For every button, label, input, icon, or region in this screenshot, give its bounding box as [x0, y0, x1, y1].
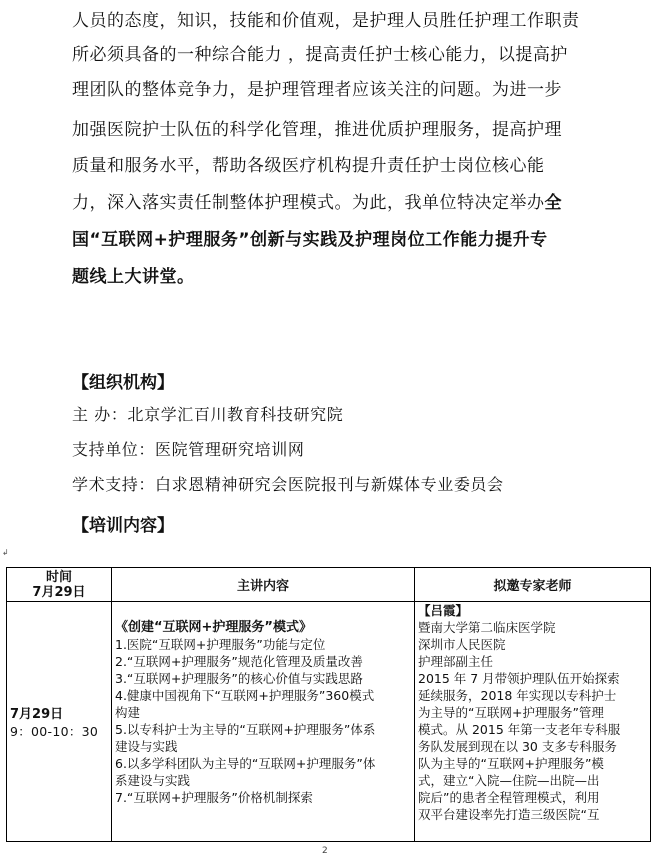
- table-row: [7, 602, 651, 842]
- content-item: 7.“互联网+护理服务”价格机制探索: [115, 790, 313, 805]
- intro-line: 质量和服务水平，帮助各级医疗机构提升责任护士岗位核心能: [72, 156, 545, 176]
- header-time-label: 时间: [45, 569, 72, 585]
- content-item: 1.医院“互联网+护理服务”功能与定位: [115, 637, 326, 652]
- org-section-title: 【组织机构】: [72, 373, 174, 393]
- expert-line: 式，建立“入院—住院—出院—出: [418, 773, 600, 788]
- expert-name: 【吕霞】: [418, 603, 469, 618]
- org-value: 医院管理研究培训网: [155, 440, 305, 459]
- content-item: 系建设与实践: [115, 773, 191, 788]
- content-item: 2.“互联网+护理服务”规范化管理及质量改善: [115, 654, 363, 669]
- intro-line-text: 力，深入落实责任制整体护理模式。为此，我单位特决定举办: [72, 193, 545, 213]
- expert-line: 护理部副主任: [418, 654, 494, 669]
- content-item: 3.“互联网+护理服务”的核心价值与实践思路: [115, 671, 363, 686]
- expert-line: 为主导的“互联网+护理服务”管理: [418, 705, 604, 720]
- content-item: 4.健康中国视角下“互联网+护理服务”360模式: [115, 688, 375, 703]
- expert-line: 双平台建设率先打造三级医院“互: [418, 807, 600, 822]
- expert-line: 深圳市人民医院: [418, 637, 506, 652]
- org-value: 北京学汇百川教育科技研究院: [127, 405, 344, 424]
- org-value: 白求恩精神研究会医院报刊与新媒体专业委员会: [155, 475, 504, 494]
- training-section-title: 【培训内容】: [72, 516, 174, 536]
- org-row-academic: [72, 472, 504, 495]
- org-label: 主 办：: [72, 405, 128, 424]
- expert-line: 2015 年 7 月带领护理队伍开始探索: [418, 671, 620, 686]
- topic-title: 《创建“互联网+护理服务”模式》: [115, 620, 312, 635]
- content-item: 构建: [115, 705, 141, 720]
- content-item: 5.以专科护士为主导的“互联网+护理服务”体系: [115, 722, 376, 737]
- expert-line: 队为主导的“互联网+护理服务”模: [418, 756, 604, 771]
- schedule-table: [6, 567, 651, 842]
- org-row-support: [72, 437, 304, 460]
- content-cell: [112, 602, 415, 842]
- session-date: 7月29日: [10, 707, 64, 722]
- org-label: 学术支持：: [72, 475, 156, 494]
- intro-line: 所必须具备的一种综合能力 ，提高责任护士核心能力，以提高护: [72, 45, 568, 65]
- expert-line: 务队发展到现在以 30 支多专科服务: [418, 739, 617, 754]
- page-number: 2: [322, 846, 328, 856]
- paragraph-mark-icon: ↲: [2, 548, 9, 557]
- expert-line: 模式。从 2015 年第一支老年专科服: [418, 722, 621, 737]
- header-time-date: 7月29日: [32, 584, 86, 600]
- content-item: 建设与实践: [115, 739, 178, 754]
- expert-line: 暨南大学第二临床医学院: [418, 620, 556, 635]
- bold-title-line: 题线上大讲堂。: [72, 267, 195, 287]
- expert-line: 院后”的患者全程管理模式，利用: [418, 790, 600, 805]
- org-label: 支持单位：: [72, 440, 156, 459]
- intro-line: 理团队的整体竞争力，是护理管理者应该关注的问题。为进一步: [72, 80, 562, 100]
- header-time: [7, 568, 112, 602]
- intro-line: [72, 188, 562, 213]
- time-cell: [7, 602, 112, 842]
- expert-cell: [415, 602, 651, 842]
- intro-line: 人员的态度，知识，技能和价值观，是护理人员胜任护理工作职责: [72, 11, 580, 31]
- header-expert: 拟邀专家老师: [415, 568, 651, 602]
- org-row-host: [72, 402, 343, 425]
- expert-line: 延续服务，2018 年实现以专科护士: [418, 688, 617, 703]
- intro-bold-tail: 全: [544, 193, 562, 213]
- session-time: 9：00-10：30: [10, 724, 99, 739]
- content-item: 6.以多学科团队为主导的“互联网+护理服务”体: [115, 756, 376, 771]
- bold-title-line: 国“互联网+护理服务”创新与实践及护理岗位工作能力提升专: [72, 230, 548, 250]
- table-header-row: [7, 568, 651, 602]
- header-content: 主讲内容: [112, 568, 415, 602]
- intro-line: 加强医院护士队伍的科学化管理，推进优质护理服务，提高护理: [72, 120, 562, 140]
